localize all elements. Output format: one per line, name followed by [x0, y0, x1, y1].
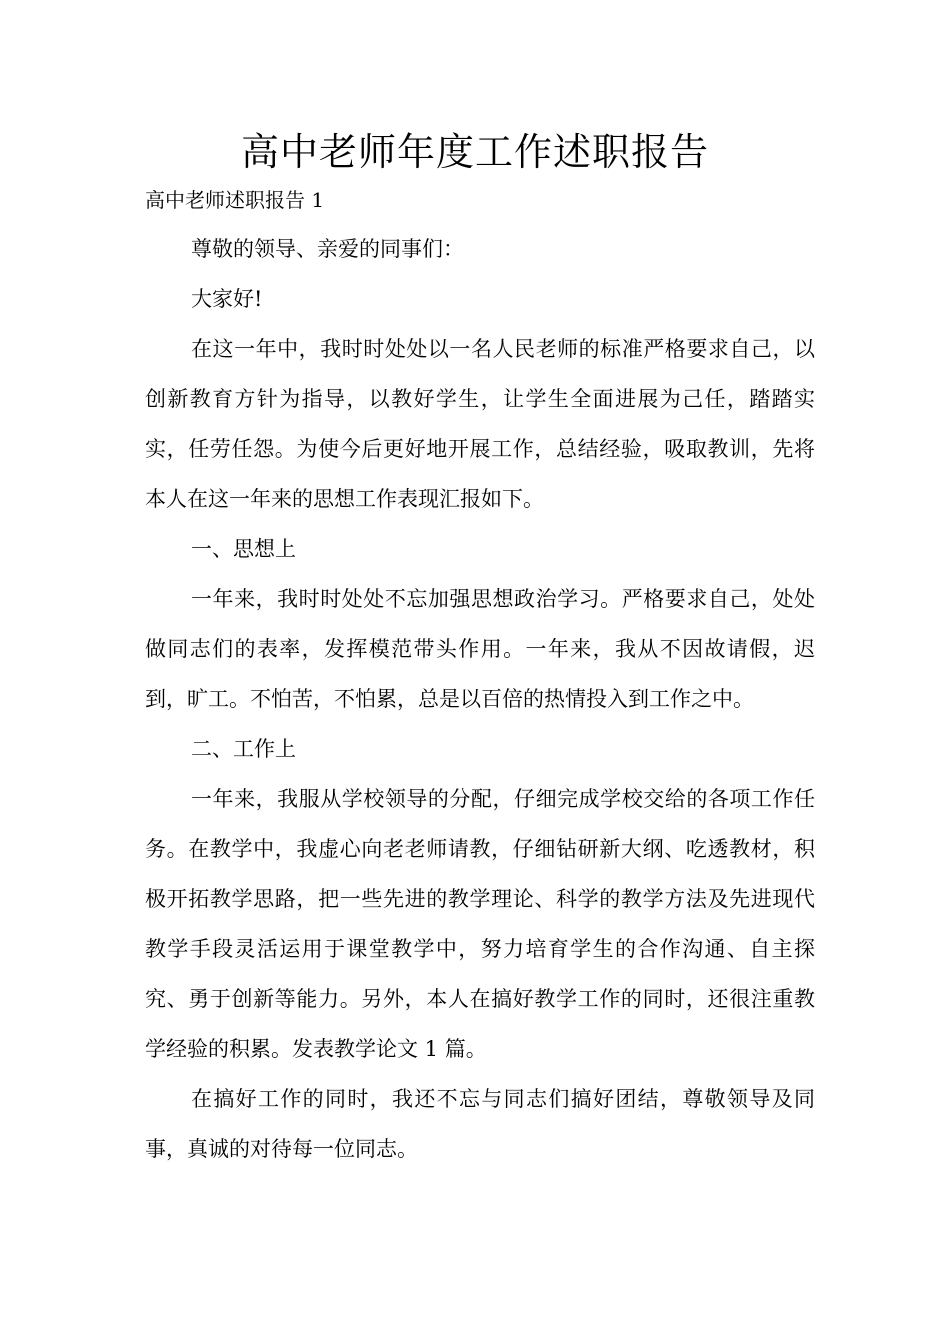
intro-paragraph: 在这一年中，我时时处处以一名人民老师的标准严格要求自己，以创新教育方针为指导，以教好学生，让学生全面进展为己任，踏踏实实，任劳任怨。为使今后更好地开展工作，总结经验，吸取教训，先将本人在这一年来的思想工作表现汇报如下。	[145, 337, 815, 511]
salutation: 尊敬的领导、亲爱的同事们：	[191, 237, 464, 261]
greeting: 大家好!	[191, 287, 263, 311]
report-subtitle: 高中老师述职报告 1	[145, 188, 325, 212]
thought-paragraph: 一年来，我时时处处不忘加强思想政治学习。严格要求自己，处处做同志们的表率，发挥模范带头作用。一年来，我从不因故请假，迟到，旷工。不怕苦，不怕累，总是以百倍的热情投入到工作之中。	[145, 587, 815, 711]
unity-paragraph: 在搞好工作的同时，我还不忘与同志们搞好团结，尊敬领导及同事，真诚的对待每一位同志。	[145, 1087, 815, 1161]
document-title: 高中老师年度工作述职报告	[240, 130, 709, 174]
work-paragraph: 一年来，我服从学校领导的分配，仔细完成学校交给的各项工作任务。在教学中，我虚心向老老师请教，仔细钻研新大纲、吃透教材，积极开拓教学思路，把一些先进的教学理论、科学的教学方法及先进现代教学手段灵活运用于课堂教学中，努力培育学生的合作沟通、自主探究、勇于创新等能力。另外，本人在搞好教学工作的同时，还很注重教学经验的积累。发表教学论文 1 篇。	[145, 787, 815, 1061]
document-body	[145, 224, 815, 1174]
section-heading-work: 二、工作上	[191, 737, 296, 761]
section-heading-thought: 一、思想上	[191, 537, 296, 561]
